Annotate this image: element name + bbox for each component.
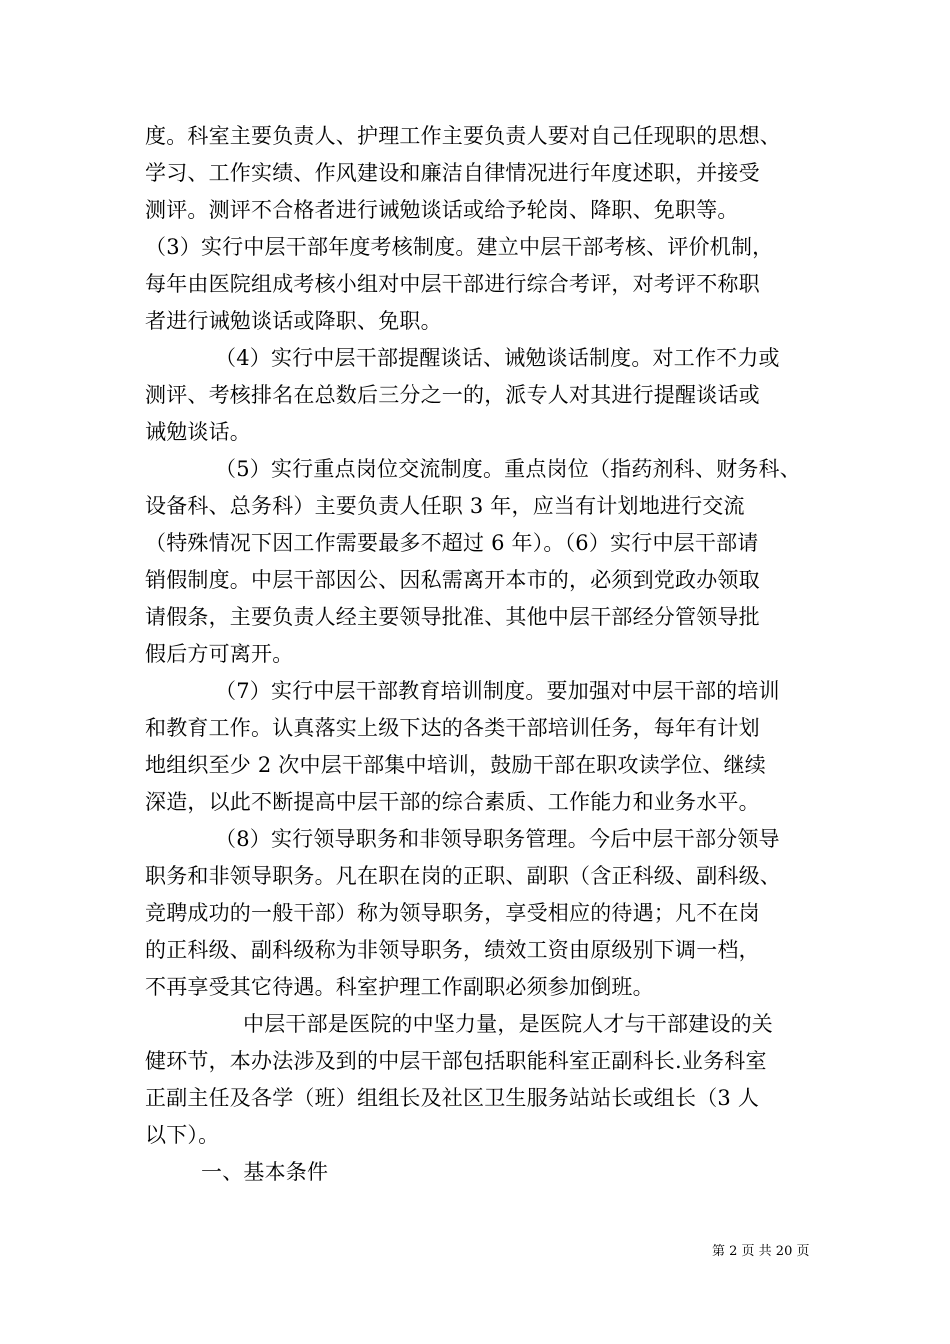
text-line: 假后方可离开。 bbox=[145, 642, 294, 666]
text-line: 测评、考核排名在总数后三分之一的，派专人对其进行提醒谈话或 bbox=[145, 383, 760, 407]
section-heading: 一、基本条件 bbox=[201, 1160, 329, 1184]
text-line: 地组织至少 2 次中层干部集中培训，鼓励干部在职攻读学位、继续 bbox=[145, 753, 766, 777]
text-line: （3）实行中层干部年度考核制度。建立中层干部考核、评价机制， bbox=[145, 235, 774, 259]
text-line: （8）实行领导职务和非领导职务管理。今后中层干部分领导 bbox=[215, 827, 780, 851]
text-line: 每年由医院组成考核小组对中层干部进行综合考评，对考评不称职 bbox=[145, 272, 760, 296]
text-line: 度。科室主要负责人、护理工作主要负责人要对自己任现职的思想、 bbox=[145, 124, 781, 148]
text-line: 深造，以此不断提高中层干部的综合素质、工作能力和业务水平。 bbox=[145, 790, 760, 814]
text-line: 测评。测评不合格者进行诫勉谈话或给予轮岗、降职、免职等。 bbox=[145, 198, 739, 222]
text-line: （5）实行重点岗位交流制度。重点岗位（指药剂科、财务科、 bbox=[215, 457, 801, 481]
body-text bbox=[145, 118, 825, 1191]
text-line: （7）实行中层干部教育培训制度。要加强对中层干部的培训 bbox=[215, 679, 780, 703]
text-line: 正副主任及各学（班）组组长及社区卫生服务站站长或组长（3 人 bbox=[145, 1086, 760, 1110]
text-line: 竞聘成功的一般干部）称为领导职务，享受相应的待遇；凡不在岗 bbox=[145, 901, 760, 925]
text-line: 以下）。 bbox=[145, 1123, 220, 1147]
text-line: 诫勉谈话。 bbox=[145, 420, 251, 444]
page-number: 第 2 页 共 20 页 bbox=[712, 1244, 810, 1259]
text-line: 健环节，本办法涉及到的中层干部包括职能科室正副科长.业务科室 bbox=[145, 1049, 767, 1073]
text-line: 设备科、总务科）主要负责人任职 3 年，应当有计划地进行交流 bbox=[145, 494, 745, 518]
text-line: 者进行诫勉谈话或降职、免职。 bbox=[145, 309, 442, 333]
text-line: 不再享受其它待遇。科室护理工作副职必须参加倒班。 bbox=[145, 975, 654, 999]
text-line: 销假制度。中层干部因公、因私需离开本市的，必须到党政办领取 bbox=[145, 568, 760, 592]
text-line: 请假条，主要负责人经主要领导批准、其他中层干部经分管领导批 bbox=[145, 605, 760, 629]
text-line: 的正科级、副科级称为非领导职务，绩效工资由原级别下调一档， bbox=[145, 938, 760, 962]
text-line: 和教育工作。认真落实上级下达的各类干部培训任务，每年有计划 bbox=[145, 716, 760, 740]
text-line: 职务和非领导职务。凡在职在岗的正职、副职（含正科级、副科级、 bbox=[145, 864, 781, 888]
text-line: （特殊情况下因工作需要最多不超过 6 年）。（6）实行中层干部请 bbox=[145, 531, 759, 555]
text-line: （4）实行中层干部提醒谈话、诫勉谈话制度。对工作不力或 bbox=[215, 346, 780, 370]
text-line: 学习、工作实绩、作风建设和廉洁自律情况进行年度述职，并接受 bbox=[145, 161, 760, 185]
text-line: 中层干部是医院的中坚力量，是医院人才与干部建设的关 bbox=[243, 1012, 773, 1036]
